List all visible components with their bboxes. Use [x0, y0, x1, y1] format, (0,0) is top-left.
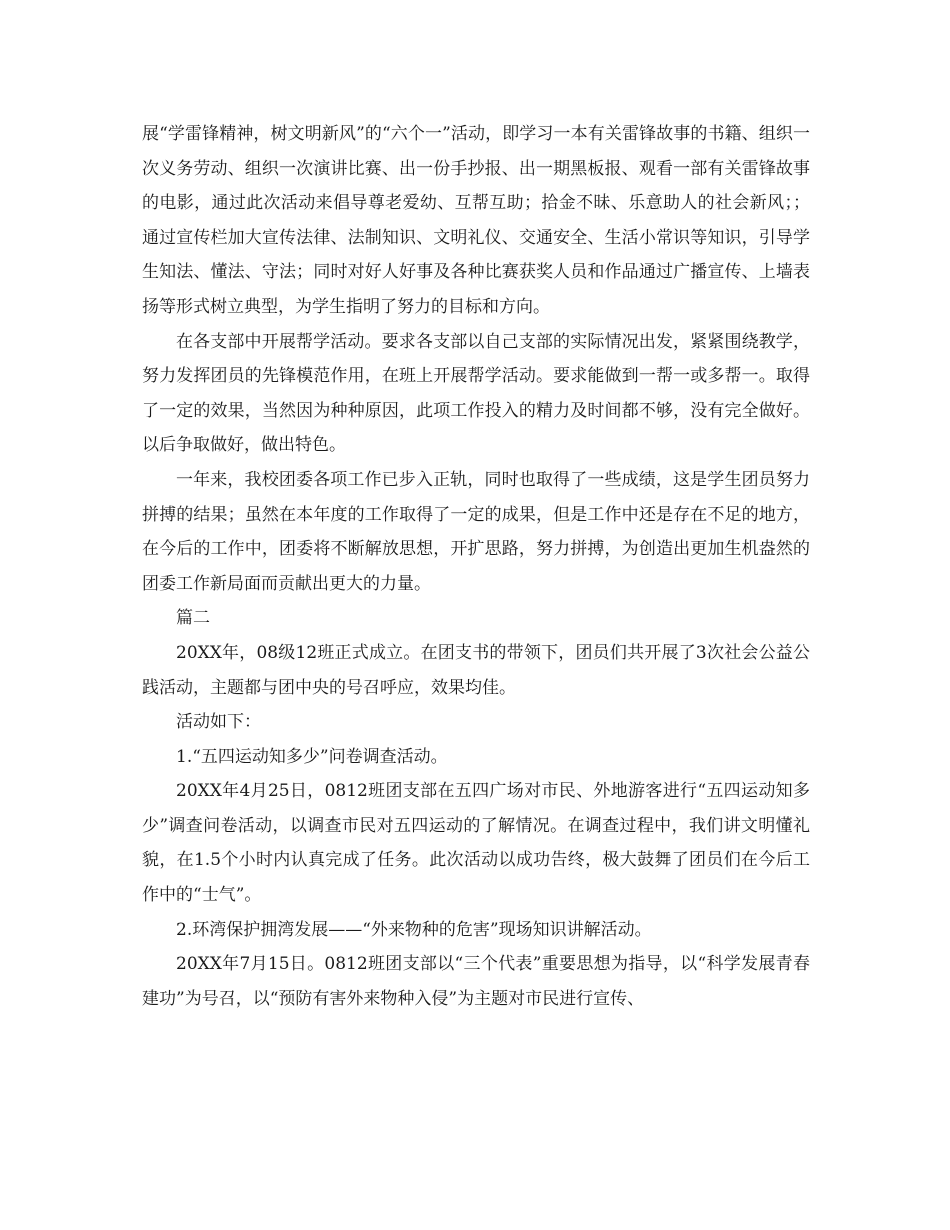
- paragraph-activities-intro: 活动如下：: [176, 712, 261, 733]
- paragraph-peer-study: 在各支部中开展帮学活动。要求各支部以自己支部的实际情况出发，紧紧围绕教学，努力发挥团员的先锋模范作用，在班上开展帮学活动。要求能做到一帮一或多帮一。取得了一定的效果，当然因为种种原因，此项工作投入的精力及时间都不够，没有完全做好。以后争取做好，做出特色。: [142, 331, 810, 456]
- paragraph-year-summary: 一年来，我校团委各项工作已步入正轨，同时也取得了一些成绩，这是学生团员努力拼搏的结果；虽然在本年度的工作取得了一定的成果，但是工作中还是存在不足的地方，在今后的工作中，团委将不断解放思想，开扩思路，努力拼搏，为创造出更加生机盎然的团委工作新局面而贡献出更大的力量。: [142, 469, 810, 594]
- paragraph-class-founding: 20XX年，08级12班正式成立。在团支书的带领下，团员们共开展了3次社会公益公践活动，主题都与团中央的号召呼应，效果均佳。: [142, 642, 810, 698]
- paragraph-activity-1-detail: 20XX年4月25日，0812班团支部在五四广场对市民、外地游客进行“五四运动知多少”调查问卷活动，以调查市民对五四运动的了解情况。在调查过程中，我们讲文明懂礼貌，在1.5个小时内认真完成了任务。此次活动以成功告终，极大鼓舞了团员们在今后工作中的“士气”。: [142, 781, 810, 906]
- paragraph-continuation: 展“学雷锋精神，树文明新风”的“六个一”活动，即学习一本有关雷锋故事的书籍、组织一次义务劳动、组织一次演讲比赛、出一份手抄报、出一期黑板报、观看一部有关雷锋故事的电影，通过此次活动来倡导尊老爱幼、互帮互助；拾金不昧、乐意助人的社会新风；；通过宣传栏加大宣传法律、法制知识、文明礼仪、交通安全、生活小常识等知识，引导学生知法、懂法、守法；同时对好人好事及各种比赛获奖人员和作品通过广播宣传、上墙表扬等形式树立典型，为学生指明了努力的目标和方向。: [142, 124, 810, 317]
- list-item-activity-2: 2.环湾保护拥湾发展——“外来物种的危害”现场知识讲解活动。: [176, 919, 652, 940]
- paragraph-activity-2-detail: 20XX年7月15日。0812班团支部以“三个代表”重要思想为指导，以“科学发展青春建功”为号召，以“预防有害外来物种入侵”为主题对市民进行宣传、: [142, 954, 810, 1009]
- list-item-activity-1: 1.“五四运动知多少”问卷调查活动。: [176, 746, 448, 767]
- document-body: [142, 117, 810, 1016]
- section-heading-part-two: 篇二: [176, 608, 210, 629]
